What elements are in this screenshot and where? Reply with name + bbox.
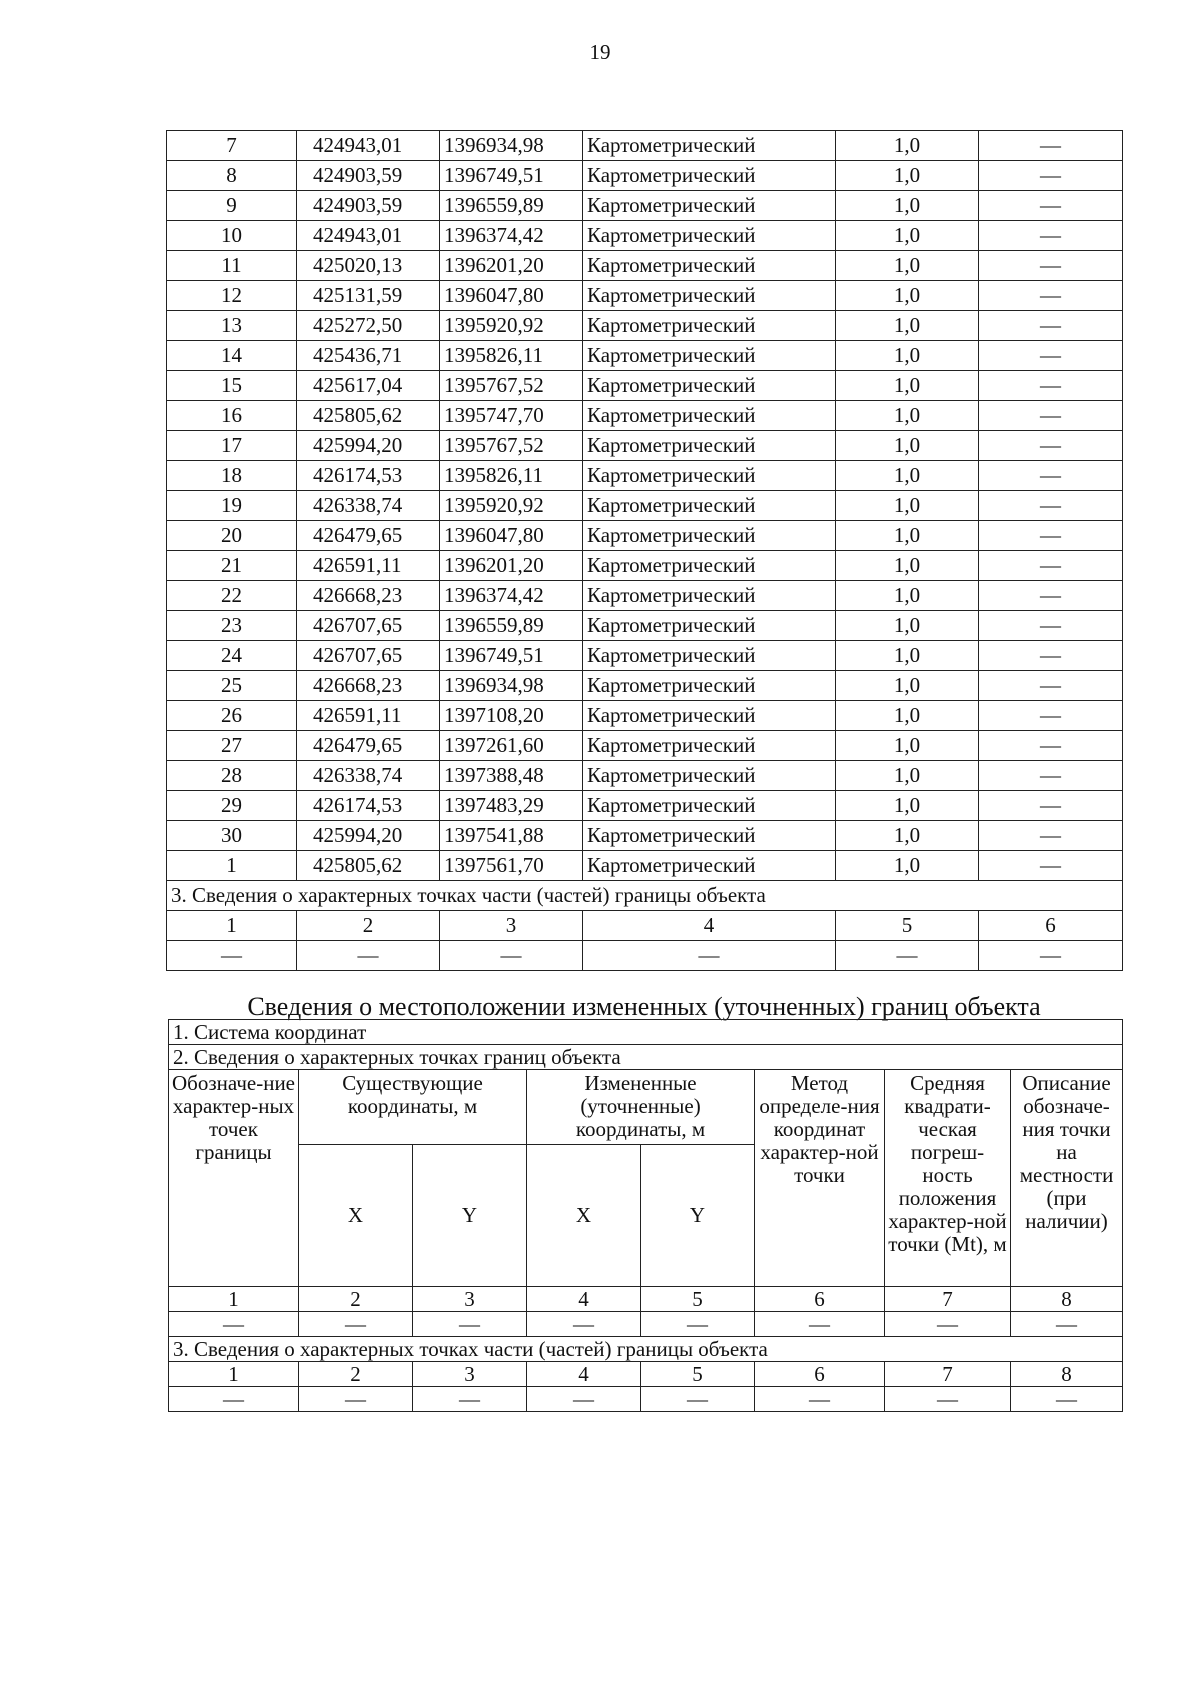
table-row — [167, 581, 1123, 611]
table-row — [167, 371, 1123, 401]
table-cell: 1,0 — [836, 311, 979, 341]
table-cell: 1,0 — [836, 731, 979, 761]
table-row — [167, 431, 1123, 461]
table-cell: 1,0 — [836, 221, 979, 251]
table-row — [167, 281, 1123, 311]
table-cell: 424943,01 — [297, 131, 440, 161]
table-cell: Картометрический — [583, 521, 836, 551]
table-cell: 1,0 — [836, 611, 979, 641]
table-cell: — — [979, 311, 1123, 341]
table-cell: Картометрический — [583, 281, 836, 311]
boundary-points-body — [167, 131, 1123, 881]
table-row — [167, 611, 1123, 641]
header-y-existing: Y — [413, 1145, 527, 1287]
t2-col-num: 2 — [299, 1287, 413, 1312]
t2-dash: — — [641, 1312, 755, 1337]
table-row — [167, 791, 1123, 821]
changed-boundaries-table — [168, 1019, 1123, 1412]
table-row — [167, 491, 1123, 521]
table-cell: 425994,20 — [297, 821, 440, 851]
t2-dash-row — [169, 1312, 1123, 1337]
t2-dash: — — [755, 1312, 885, 1337]
t2-s3-col-num: 3 — [413, 1362, 527, 1387]
table-cell: 425131,59 — [297, 281, 440, 311]
table-cell: 1,0 — [836, 161, 979, 191]
table-cell: 1396749,51 — [440, 641, 583, 671]
t2-dash: — — [413, 1312, 527, 1337]
table-cell: 21 — [167, 551, 297, 581]
table-cell: 25 — [167, 671, 297, 701]
table-cell: — — [979, 581, 1123, 611]
table-cell: 10 — [167, 221, 297, 251]
table-cell: 29 — [167, 791, 297, 821]
header-x-existing: X — [299, 1145, 413, 1287]
table-cell: 1397483,29 — [440, 791, 583, 821]
header-y-changed: Y — [641, 1145, 755, 1287]
t2-dash: — — [527, 1312, 641, 1337]
t2-col-num: 6 — [755, 1287, 885, 1312]
table-cell: Картометрический — [583, 731, 836, 761]
table-cell: 425994,20 — [297, 431, 440, 461]
table-cell: — — [979, 821, 1123, 851]
t1-s3-dash: — — [297, 941, 440, 971]
table-cell: Картометрический — [583, 641, 836, 671]
table-cell: 22 — [167, 581, 297, 611]
table-cell: 1,0 — [836, 701, 979, 731]
table-row — [167, 461, 1123, 491]
table-cell: Картометрический — [583, 491, 836, 521]
table-cell: — — [979, 671, 1123, 701]
table-cell: 1397561,70 — [440, 851, 583, 881]
table-cell: — — [979, 551, 1123, 581]
table-row — [167, 131, 1123, 161]
table-cell: Картометрический — [583, 551, 836, 581]
t2-s3-dash: — — [885, 1387, 1011, 1412]
table-cell: — — [979, 371, 1123, 401]
table-cell: 1,0 — [836, 791, 979, 821]
table-cell: 13 — [167, 311, 297, 341]
table-cell: 1,0 — [836, 641, 979, 671]
table-cell: 1,0 — [836, 551, 979, 581]
table-cell: 1396559,89 — [440, 611, 583, 641]
table-cell: 1,0 — [836, 251, 979, 281]
table-cell: 1396934,98 — [440, 131, 583, 161]
boundary-points-table — [166, 130, 1123, 971]
t1-s3-dash: — — [836, 941, 979, 971]
table-cell: 1,0 — [836, 431, 979, 461]
table-row — [167, 221, 1123, 251]
table-cell: Картометрический — [583, 401, 836, 431]
table-cell: — — [979, 521, 1123, 551]
t2-s3-col-num: 2 — [299, 1362, 413, 1387]
table-cell: Картометрический — [583, 371, 836, 401]
table-cell: 1397388,48 — [440, 761, 583, 791]
table-cell: 1396934,98 — [440, 671, 583, 701]
table-row — [167, 191, 1123, 221]
t2-col-num: 4 — [527, 1287, 641, 1312]
table-cell: 19 — [167, 491, 297, 521]
table-cell: — — [979, 221, 1123, 251]
t2-s3-dash: — — [299, 1387, 413, 1412]
table-cell: 1,0 — [836, 341, 979, 371]
header-changed-coords: Измененные (уточненные) координаты, м — [527, 1070, 755, 1145]
t2-s3-dash: — — [1011, 1387, 1123, 1412]
coord-system-row — [169, 1020, 1123, 1045]
table-cell: 28 — [167, 761, 297, 791]
table-row — [167, 521, 1123, 551]
section2-label: 2. Сведения о характерных точках границ объекта — [169, 1045, 1123, 1070]
t2-s3-dash: — — [755, 1387, 885, 1412]
table-cell: 1395767,52 — [440, 371, 583, 401]
t1-s3-col-num: 5 — [836, 911, 979, 941]
t2-dash: — — [169, 1312, 299, 1337]
t2-s3-col-num: 8 — [1011, 1362, 1123, 1387]
table-cell: 1397108,20 — [440, 701, 583, 731]
table-cell: 14 — [167, 341, 297, 371]
table-cell: Картометрический — [583, 611, 836, 641]
t1-s3-col-num: 1 — [167, 911, 297, 941]
table-row — [167, 251, 1123, 281]
table-cell: — — [979, 701, 1123, 731]
table-cell: Картометрический — [583, 791, 836, 821]
table-cell: — — [979, 401, 1123, 431]
t2-dash: — — [885, 1312, 1011, 1337]
t1-s3-col-num: 3 — [440, 911, 583, 941]
table-cell: 1,0 — [836, 521, 979, 551]
t2-s3-dash: — — [169, 1387, 299, 1412]
table-cell: 20 — [167, 521, 297, 551]
table-cell: Картометрический — [583, 311, 836, 341]
table-cell: 426479,65 — [297, 521, 440, 551]
table-cell: 1,0 — [836, 401, 979, 431]
t2-s3-col-num: 6 — [755, 1362, 885, 1387]
t2-col-num: 3 — [413, 1287, 527, 1312]
header-row-1 — [169, 1070, 1123, 1145]
table-cell: 1,0 — [836, 491, 979, 521]
t2-s3-col-num: 4 — [527, 1362, 641, 1387]
table-cell: — — [979, 611, 1123, 641]
t2-colnum-row — [169, 1287, 1123, 1312]
t2-section3-title: 3. Сведения о характерных точках части (частей) границы объекта — [169, 1337, 1123, 1362]
table-cell: Картометрический — [583, 701, 836, 731]
table-cell: 426174,53 — [297, 461, 440, 491]
table-cell: 8 — [167, 161, 297, 191]
table-cell: Картометрический — [583, 131, 836, 161]
table-cell: 1395826,11 — [440, 461, 583, 491]
t2-col-num: 7 — [885, 1287, 1011, 1312]
table-cell: 425436,71 — [297, 341, 440, 371]
table-cell: 1396047,80 — [440, 281, 583, 311]
table-cell: 1,0 — [836, 281, 979, 311]
table-cell: Картометрический — [583, 461, 836, 491]
table-cell: 1,0 — [836, 191, 979, 221]
table-cell: 1396559,89 — [440, 191, 583, 221]
table-cell: 24 — [167, 641, 297, 671]
table-cell: 426591,11 — [297, 701, 440, 731]
table-cell: 26 — [167, 701, 297, 731]
t1-section3 — [167, 881, 1123, 971]
header-designation: Обозначе-ние характер-ных точек границы — [169, 1070, 299, 1287]
table-cell: 426591,11 — [297, 551, 440, 581]
t2-section3-dash-row — [169, 1387, 1123, 1412]
table-cell: 1,0 — [836, 821, 979, 851]
t2-dash: — — [1011, 1312, 1123, 1337]
t2-section3-title-row — [169, 1337, 1123, 1362]
table-cell: Картометрический — [583, 191, 836, 221]
t2-s3-col-num: 1 — [169, 1362, 299, 1387]
table-row — [167, 731, 1123, 761]
table-cell: Картометрический — [583, 761, 836, 791]
table-cell: 18 — [167, 461, 297, 491]
table-cell: 426174,53 — [297, 791, 440, 821]
table-cell: 425805,62 — [297, 851, 440, 881]
table-cell: — — [979, 641, 1123, 671]
table-cell: Картометрический — [583, 251, 836, 281]
table-cell: 1396201,20 — [440, 551, 583, 581]
header-x-changed: X — [527, 1145, 641, 1287]
table-cell: 1,0 — [836, 131, 979, 161]
table-cell: 425805,62 — [297, 401, 440, 431]
table-cell: 23 — [167, 611, 297, 641]
page-number: 19 — [589, 40, 611, 64]
table-cell: 16 — [167, 401, 297, 431]
table-cell: 426479,65 — [297, 731, 440, 761]
table-cell: 1396201,20 — [440, 251, 583, 281]
table-cell: 425020,13 — [297, 251, 440, 281]
table-row — [167, 641, 1123, 671]
header-description: Описание обозначе-ния точки на местности (при наличии) — [1011, 1070, 1123, 1287]
table-cell: — — [979, 731, 1123, 761]
t1-s3-col-num: 2 — [297, 911, 440, 941]
t1-s3-col-num: 6 — [979, 911, 1123, 941]
table-cell: 1397261,60 — [440, 731, 583, 761]
t1-section3-dash-row — [167, 941, 1123, 971]
t2-col-num: 5 — [641, 1287, 755, 1312]
table-row — [167, 761, 1123, 791]
table-cell: 1396749,51 — [440, 161, 583, 191]
table-row — [167, 551, 1123, 581]
table-cell: Картометрический — [583, 851, 836, 881]
table-cell: — — [979, 461, 1123, 491]
table-cell: 424903,59 — [297, 161, 440, 191]
t2-section3-colnum-row — [169, 1362, 1123, 1387]
table-cell: 11 — [167, 251, 297, 281]
table-cell: Картометрический — [583, 221, 836, 251]
t1-s3-dash: — — [583, 941, 836, 971]
table-row — [167, 311, 1123, 341]
table-cell: 1,0 — [836, 371, 979, 401]
table-cell: 1 — [167, 851, 297, 881]
table-cell: — — [979, 791, 1123, 821]
table-cell: — — [979, 761, 1123, 791]
t2-col-num: 1 — [169, 1287, 299, 1312]
t2-s3-col-num: 7 — [885, 1362, 1011, 1387]
t1-s3-dash: — — [979, 941, 1123, 971]
table-cell: 426707,65 — [297, 611, 440, 641]
table-cell: — — [979, 341, 1123, 371]
table-cell: 1,0 — [836, 461, 979, 491]
table-cell: — — [979, 161, 1123, 191]
table-cell: 1395920,92 — [440, 491, 583, 521]
table-cell: 425617,04 — [297, 371, 440, 401]
table-cell: 1396374,42 — [440, 221, 583, 251]
table-cell: 7 — [167, 131, 297, 161]
table-cell: 1395920,92 — [440, 311, 583, 341]
t1-s3-col-num: 4 — [583, 911, 836, 941]
table-row — [167, 341, 1123, 371]
table-cell: Картометрический — [583, 341, 836, 371]
table-cell: Картометрический — [583, 161, 836, 191]
table-row — [167, 851, 1123, 881]
table-cell: 426707,65 — [297, 641, 440, 671]
t2-s3-col-num: 5 — [641, 1362, 755, 1387]
table-cell: 426338,74 — [297, 491, 440, 521]
table-cell: 27 — [167, 731, 297, 761]
table-cell: — — [979, 191, 1123, 221]
table-cell: — — [979, 491, 1123, 521]
table-row — [167, 701, 1123, 731]
table-row — [167, 161, 1123, 191]
table-cell: 1,0 — [836, 581, 979, 611]
t1-section3-title: 3. Сведения о характерных точках части (частей) границы объекта — [167, 881, 1123, 911]
table-cell: 1395747,70 — [440, 401, 583, 431]
table-cell: 15 — [167, 371, 297, 401]
table-cell: 9 — [167, 191, 297, 221]
table-cell: — — [979, 251, 1123, 281]
header-error: Средняя квадрати-ческая погреш-ность положения характер-ной точки (Mt), м — [885, 1070, 1011, 1287]
table-row — [167, 401, 1123, 431]
table-row — [167, 671, 1123, 701]
t2-s3-dash: — — [413, 1387, 527, 1412]
table-row — [167, 821, 1123, 851]
table-cell: 1395767,52 — [440, 431, 583, 461]
table-cell: Картометрический — [583, 581, 836, 611]
t1-s3-dash: — — [167, 941, 297, 971]
section-title: Сведения о местоположении измененных (уточненных) границ объекта — [247, 992, 1041, 1021]
table-cell: Картометрический — [583, 821, 836, 851]
t2-col-num: 8 — [1011, 1287, 1123, 1312]
table-cell: 426668,23 — [297, 581, 440, 611]
header-existing-coords: Существующие координаты, м — [299, 1070, 527, 1145]
coord-system-label: 1. Система координат — [169, 1020, 1123, 1045]
table-cell: 1,0 — [836, 671, 979, 701]
table-cell: — — [979, 431, 1123, 461]
table-cell: — — [979, 281, 1123, 311]
table-cell: Картометрический — [583, 431, 836, 461]
t1-s3-dash: — — [440, 941, 583, 971]
table-cell: — — [979, 851, 1123, 881]
table-cell: 30 — [167, 821, 297, 851]
table-cell: 1,0 — [836, 851, 979, 881]
table-cell: 424943,01 — [297, 221, 440, 251]
table-cell: 425272,50 — [297, 311, 440, 341]
t1-section3-title-row — [167, 881, 1123, 911]
table-cell: 1397541,88 — [440, 821, 583, 851]
table-cell: 1396047,80 — [440, 521, 583, 551]
table-cell: 12 — [167, 281, 297, 311]
t2-s3-dash: — — [527, 1387, 641, 1412]
table-cell: 424903,59 — [297, 191, 440, 221]
section2-row — [169, 1045, 1123, 1070]
t2-s3-dash: — — [641, 1387, 755, 1412]
t1-section3-colnum-row — [167, 911, 1123, 941]
table-cell: 426668,23 — [297, 671, 440, 701]
table-cell: 426338,74 — [297, 761, 440, 791]
table-cell: 1396374,42 — [440, 581, 583, 611]
table-cell: 17 — [167, 431, 297, 461]
table-cell: 1,0 — [836, 761, 979, 791]
t2-dash: — — [299, 1312, 413, 1337]
table-cell: 1395826,11 — [440, 341, 583, 371]
header-method: Метод определе-ния координат характер-ной точки — [755, 1070, 885, 1287]
table-cell: — — [979, 131, 1123, 161]
table-cell: Картометрический — [583, 671, 836, 701]
